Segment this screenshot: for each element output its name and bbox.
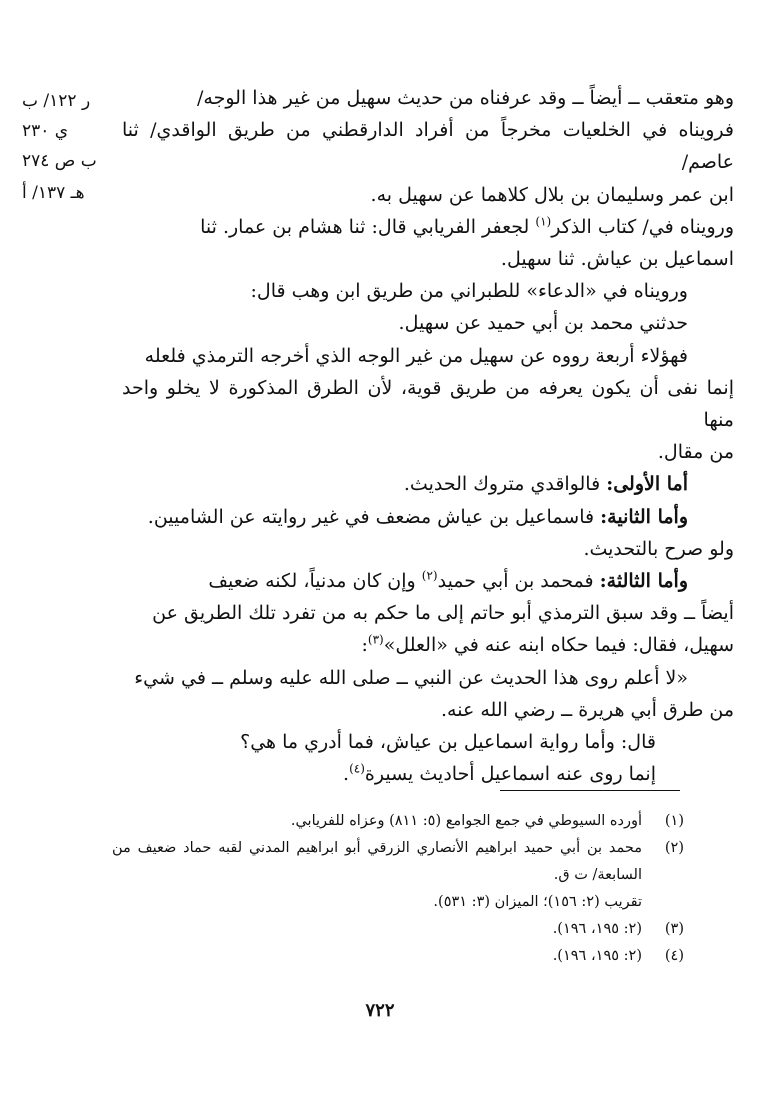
footnote-ref[interactable]: (٤) [349, 761, 365, 776]
text-line: من طرق أبي هريرة ــ رضي الله عنه. [440, 698, 734, 721]
text-line: وهو متعقب ــ أيضاً ــ وقد عرفناه من حديث سهيل من غير هذا الوجه/ [197, 87, 734, 109]
text-run: ورويناه في/ كتاب الذكر [551, 215, 734, 238]
footnote [112, 943, 684, 970]
text-line: اسماعيل بن عياش. ثنا سهيل. [500, 248, 734, 271]
footnote-ref[interactable]: (١) [535, 214, 552, 229]
footnote-continuation [112, 889, 684, 916]
text-line [122, 629, 734, 661]
manuscript-margin-notes [22, 86, 134, 208]
margin-note: ر ١٢٢/ ب [22, 91, 91, 111]
text-line: إنما نفى أن يكون يعرفه من طريق قوية، لأن الطرق المذكورة لا يخلو واحد منها [122, 376, 734, 432]
text-run: سهيل، فقال: فيما حكاه ابنه عنه في «العلل» [383, 634, 734, 657]
text-line [122, 565, 734, 597]
footnote-number: (٢) [664, 840, 684, 856]
footnote-number: (١) [664, 813, 684, 829]
text-line [122, 211, 734, 243]
text-line [122, 758, 734, 790]
text-line [122, 468, 734, 500]
text-line [122, 501, 734, 533]
footnote-divider [500, 790, 680, 791]
section-heading: أما الأولى: [606, 473, 688, 496]
text-line: حدثني محمد بن أبي حميد عن سهيل. [398, 312, 688, 335]
text-line: ولو صرح بالتحديث. [583, 537, 734, 560]
text-run: فالواقدي متروك الحديث. [403, 473, 601, 496]
footnote-text: (٢: ١٩٥، ١٩٦). [552, 921, 642, 937]
footnote [112, 916, 684, 943]
text-line: ابن عمر وسليمان بن بلال كلاهما عن سهيل به. [370, 183, 734, 206]
footnote-text: أورده السيوطي في جمع الجوامع (٥: ٨١١) وعزاه للفريابي. [290, 813, 642, 829]
footnote-ref[interactable]: (٣) [367, 633, 384, 648]
margin-note: هـ ١٣٧/ أ [22, 183, 85, 203]
margin-note: ي ٢٣٠ [22, 121, 69, 141]
footnote [112, 808, 684, 835]
text-run: لجعفر الفريابي قال: ثنا هشام بن عمار. ثنا [200, 215, 530, 238]
text-run: . [343, 763, 350, 786]
footnote [112, 835, 684, 889]
text-line: ورويناه في «الدعاء» للطبراني من طريق ابن وهب قال: [250, 280, 688, 303]
footnotes [112, 808, 684, 970]
footnote-text: تقريب (٢: ١٥٦)؛ الميزان (٣: ٥٣١). [433, 894, 642, 910]
section-heading: وأما الثالثة: [599, 570, 688, 593]
text-line: «لا أعلم روى هذا الحديث عن النبي ــ صلى الله عليه وسلم ــ في شيء [134, 666, 688, 689]
text-run: فمحمد بن أبي حميد [437, 570, 594, 593]
footnote-text: محمد بن أبي حميد ابراهيم الأنصاري الزرقي أبو ابراهيم المدني لقبه حماد ضعيف من السابعة/ ت ق. [112, 840, 642, 883]
text-line: قال: وأما رواية اسماعيل بن عياش، فما أدري ما هي؟ [240, 731, 656, 754]
footnote-number: (٤) [664, 948, 684, 964]
main-text [122, 82, 734, 790]
text-run: : [361, 634, 368, 657]
text-line: أيضاً ــ وقد سبق الترمذي أبو حاتم إلى ما حكم به من تفرد تلك الطريق عن [152, 602, 734, 625]
text-line: فرويناه في الخلعيات مخرجاً من أفراد الدارقطني من طريق الواقدي/ ثنا عاصم/ [122, 119, 734, 174]
section-heading: وأما الثانية: [600, 505, 688, 528]
footnote-text: (٢: ١٩٥، ١٩٦). [552, 948, 642, 964]
text-line: فهؤلاء أربعة رووه عن سهيل من غير الوجه الذي أخرجه الترمذي فلعله [144, 344, 688, 367]
text-run: إنما روى عنه اسماعيل أحاديث يسيرة [364, 763, 656, 786]
footnote-number: (٣) [664, 921, 684, 937]
text-line: من مقال. [657, 441, 734, 464]
page-number: ٧٢٢ [365, 1000, 395, 1021]
text-run: فاسماعيل بن عياش مضعف في غير روايته عن الشاميين. [147, 505, 595, 528]
text-run: وإن كان مدنياً، لكنه ضعيف [208, 570, 416, 593]
margin-note: ب ص ٢٧٤ [22, 151, 97, 171]
footnote-ref[interactable]: (٢) [421, 568, 438, 583]
